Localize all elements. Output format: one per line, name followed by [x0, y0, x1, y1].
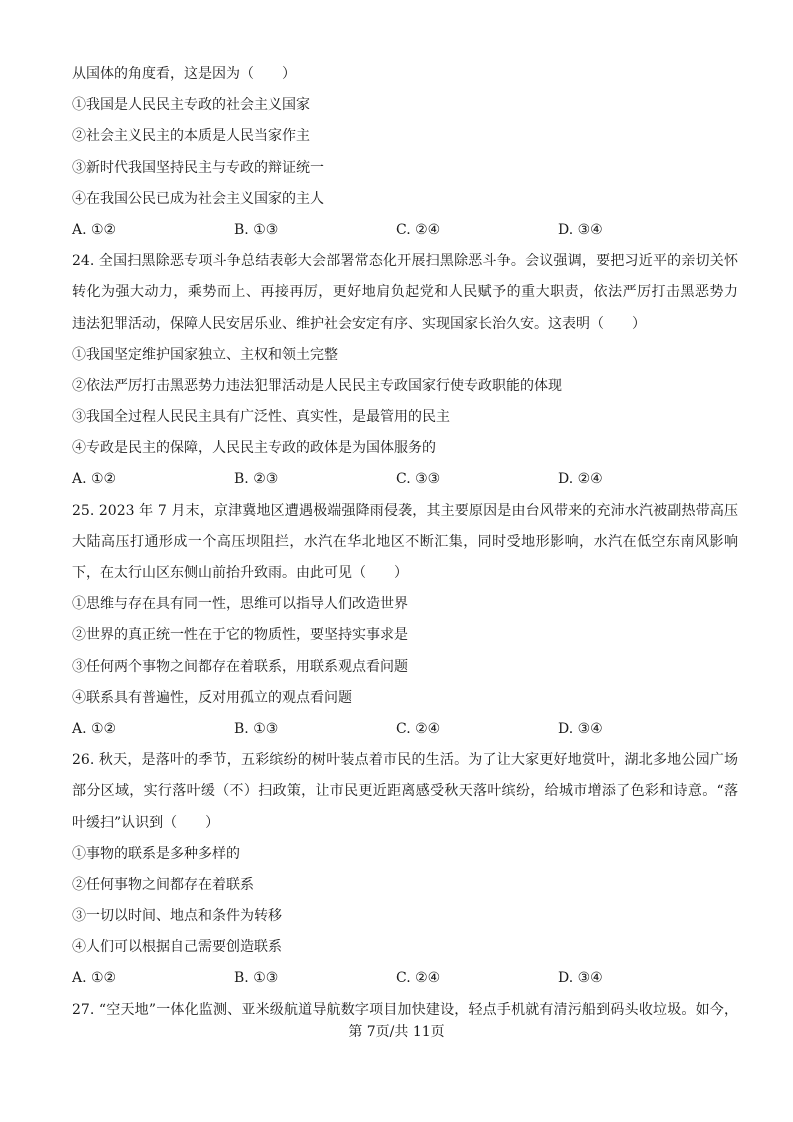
answer-option-b[interactable]: B. ①③	[234, 720, 279, 737]
statement-item: ③新时代我国坚持民主与专政的辩证统一	[72, 159, 324, 176]
question-stem-line: 部分区域，实行落叶缓（不）扫政策，让市民更近距离感受秋天落叶缤纷，给城市增添了色彩和诗意。“落	[72, 783, 738, 800]
question-26	[72, 745, 738, 995]
answer-option-d[interactable]: D. ③④	[558, 970, 603, 987]
answer-option-c[interactable]: C. ②④	[396, 720, 441, 737]
statement-item: ④在我国公民已成为社会主义国家的主人	[72, 190, 324, 207]
document-body	[72, 59, 738, 1026]
statement-item: ①思维与存在具有同一性，思维可以指导人们改造世界	[72, 596, 408, 613]
answer-options	[72, 464, 738, 495]
answer-option-b[interactable]: B. ①③	[234, 221, 279, 238]
question-27	[72, 995, 738, 1026]
answer-option-b[interactable]: B. ①③	[234, 970, 279, 987]
answer-option-b[interactable]: B. ②③	[234, 471, 279, 488]
statement-item: ②社会主义民主的本质是人民当家作主	[72, 128, 310, 145]
question-25	[72, 496, 738, 746]
answer-option-a[interactable]: A. ①②	[72, 970, 117, 987]
page-footer: 第 7页/共 11页	[348, 1024, 445, 1040]
statement-item: ④专政是民主的保障，人民民主专政的政体是为国体服务的	[72, 440, 436, 457]
answer-option-c[interactable]: C. ②④	[396, 970, 441, 987]
statement-item: ①事物的联系是多种多样的	[72, 845, 240, 862]
statement-item: ①我国坚定维护国家独立、主权和领土完整	[72, 346, 338, 363]
question-stem-line: 叶缓扫”认识到（ ）	[72, 814, 220, 831]
statement-item: ②依法严厉打击黑恶势力违法犯罪活动是人民民主专政国家行使专政职能的体现	[72, 377, 562, 394]
answer-option-d[interactable]: D. ③④	[558, 221, 603, 238]
answer-option-a[interactable]: A. ①②	[72, 221, 117, 238]
question-stem-line: 从国体的角度看，这是因为（ ）	[72, 66, 296, 82]
statement-item: ②世界的真正统一性在于它的物质性，要坚持实事求是	[72, 627, 408, 644]
answer-option-c[interactable]: C. ③③	[396, 471, 441, 488]
answer-options	[72, 963, 738, 994]
question-24	[72, 246, 738, 496]
answer-options	[72, 714, 738, 745]
question-stem-line: 下，在太行山区东侧山前抬升致雨。由此可见（ ）	[72, 565, 408, 581]
statement-item: ③任何两个事物之间都存在着联系，用联系观点看问题	[72, 658, 408, 675]
question-stem-line: 25. 2023 年 7 月末，京津冀地区遭遇极端强降雨侵袭，其主要原因是由台风带来的充沛水汽被副热带高压	[72, 502, 738, 519]
answer-option-d[interactable]: D. ③④	[558, 720, 603, 737]
statement-item: ④人们可以根据自己需要创造联系	[72, 939, 282, 956]
question-stem-line: 27. “空天地”一体化监测、亚米级航道导航数字项目加快建设，轻点手机就有清污船到码头收垃圾。如今，	[72, 1001, 738, 1018]
question-23-continued	[72, 59, 738, 246]
statement-item: ④联系具有普遍性，反对用孤立的观点看问题	[72, 689, 352, 706]
answer-option-c[interactable]: C. ②④	[396, 221, 441, 238]
question-stem-line: 大陆高压打通形成一个高压坝阻拦，水汽在华北地区不断汇集，同时受地形影响，水汽在低空东南风影响	[72, 533, 738, 550]
statement-item: ②任何事物之间都存在着联系	[72, 876, 254, 893]
answer-options	[72, 215, 738, 246]
question-stem-line: 24. 全国扫黑除恶专项斗争总结表彰大会部署常态化开展扫黑除恶斗争。会议强调，要把习近平的亲切关怀	[72, 253, 738, 270]
statement-item: ③我国全过程人民民主具有广泛性、真实性，是最管用的民主	[72, 409, 450, 426]
question-stem-line: 转化为强大动力，乘势而上、再接再厉，更好地肩负起党和人民赋予的重大职责，依法严厉打击黑恶势力	[72, 284, 738, 301]
question-stem-line: 违法犯罪活动，保障人民安居乐业、维护社会安定有序、实现国家长治久安。这表明（ ）	[72, 315, 646, 332]
statement-item: ③一切以时间、地点和条件为转移	[72, 908, 282, 925]
answer-option-a[interactable]: A. ①②	[72, 720, 117, 737]
answer-option-d[interactable]: D. ②④	[558, 471, 603, 488]
question-stem-line: 26. 秋天，是落叶的季节，五彩缤纷的树叶装点着市民的生活。为了让大家更好地赏叶，湖北多地公园广场	[72, 752, 738, 769]
statement-item: ①我国是人民民主专政的社会主义国家	[72, 97, 310, 114]
answer-option-a[interactable]: A. ①②	[72, 471, 117, 488]
